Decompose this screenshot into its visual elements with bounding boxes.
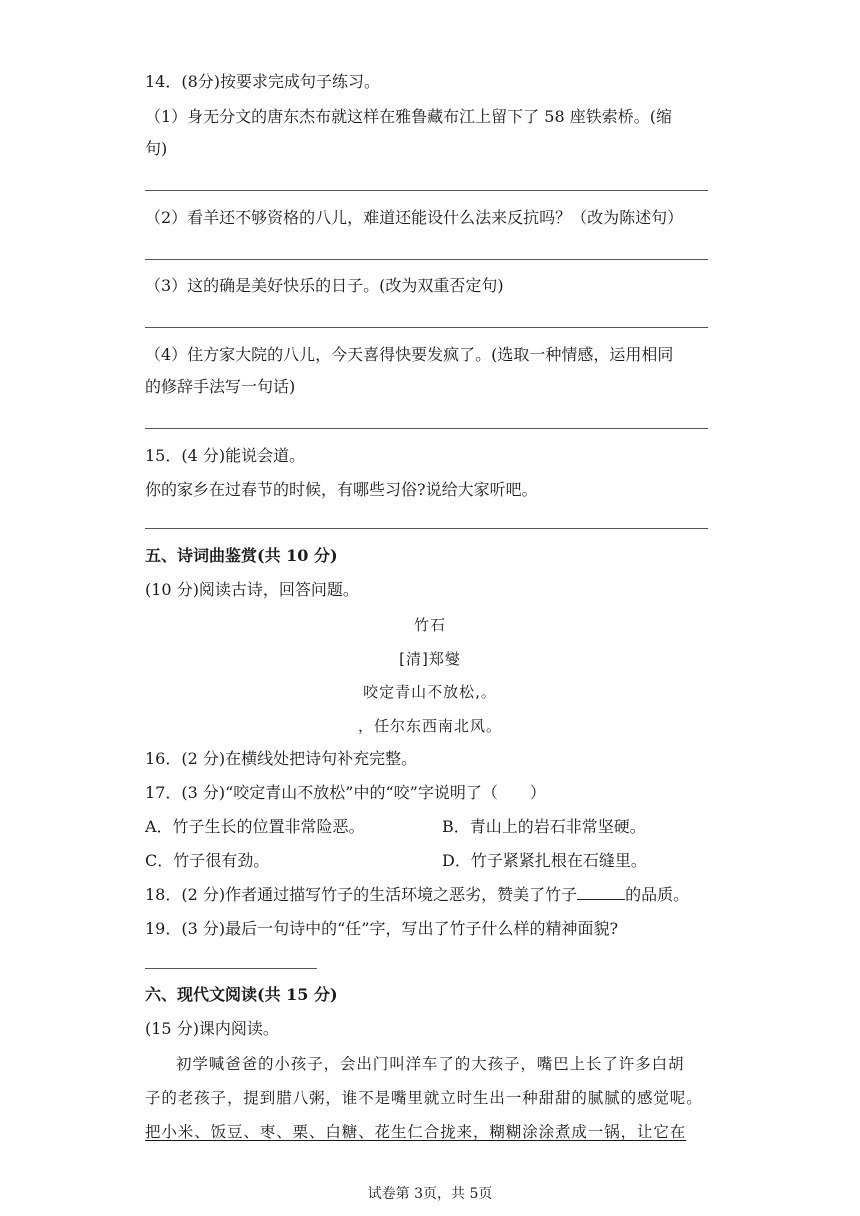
passage-line-2: 子的老孩子，提到腊八粥，谁不是嘴里就立时生出一种甜甜的腻腻的感觉呢。 (145, 1089, 703, 1107)
q14-sub2: （2）看羊还不够资格的八儿，难道还能设什么法来反抗吗？（改为陈述句） (145, 208, 684, 227)
answer-line-14-3[interactable] (145, 327, 708, 328)
poem-line-2: ，任尔东西南北风。 (357, 717, 502, 735)
poem-line-1: 咬定青山不放松,。 (363, 683, 497, 701)
page-footer: 试卷第 3页，共 5页 (367, 1186, 493, 1202)
q15-prompt: 你的家乡在过春节的时候，有哪些习俗?说给大家听吧。 (145, 480, 538, 499)
passage-line-3-underlined: 把小米、饭豆、枣、栗、白糖、花生仁合拢来，糊糊涂涂煮成一锅，让它在 (145, 1123, 687, 1141)
q16: 16．(2 分)在横线处把诗句补充完整。 (145, 749, 418, 768)
section6-intro: (15 分)课内阅读。 (145, 1019, 279, 1038)
q17-option-b: B．青山上的岩石非常坚硬。 (442, 817, 646, 836)
passage-line-1: 初学喊爸爸的小孩子，会出门叫洋车了的大孩子，嘴巴上长了许多白胡 (176, 1055, 685, 1073)
section5-intro: (10 分)阅读古诗，回答问题。 (145, 580, 359, 599)
q14-sub1-line2: 句) (145, 139, 168, 158)
answer-line-19[interactable] (145, 968, 317, 969)
q14-sub4-line1: （4）住方家大院的八儿，今天喜得快要发疯了。(选取一种情感，运用相同 (145, 345, 674, 364)
answer-line-14-2[interactable] (145, 259, 708, 260)
section6-heading: 六、现代文阅读(共 15 分) (145, 985, 338, 1004)
q14-sub4-line2: 的修辞手法写一句话) (145, 377, 296, 396)
q15-title: 15．(4 分)能说会道。 (145, 446, 306, 465)
q18 (145, 885, 689, 905)
section5-heading: 五、诗词曲鉴赏(共 10 分) (145, 546, 338, 565)
q18-text-after: 的品质。 (625, 885, 690, 904)
poem-title: 竹石 (413, 616, 446, 634)
answer-line-14-4[interactable] (145, 428, 708, 429)
q18-text-before: 18．(2 分)作者通过描写竹子的生活环境之恶劣，赞美了竹子 (145, 885, 578, 904)
answer-line-14-1[interactable] (145, 190, 708, 191)
q17-option-a: A．竹子生长的位置非常险恶。 (145, 817, 365, 836)
q17-option-d: D．竹子紧紧扎根在石缝里。 (442, 851, 647, 870)
q17-stem: 17．(3 分)“咬定青山不放松”中的“咬”字说明了（ ） (145, 783, 546, 802)
q14-sub3: （3）这的确是美好快乐的日子。(改为双重否定句) (145, 276, 504, 295)
q18-blank[interactable] (577, 885, 625, 900)
q14-sub1-line1: （1）身无分文的唐东杰布就这样在雅鲁藏布江上留下了 58 座铁索桥。(缩 (145, 107, 672, 126)
answer-line-15[interactable] (145, 528, 708, 529)
q14-title: 14．(8分)按要求完成句子练习。 (145, 72, 381, 91)
poem-author: [清]郑燮 (399, 650, 461, 668)
q17-option-c: C．竹子很有劲。 (145, 851, 270, 870)
q19: 19．(3 分)最后一句诗中的“任”字，写出了竹子什么样的精神面貌? (145, 919, 619, 938)
